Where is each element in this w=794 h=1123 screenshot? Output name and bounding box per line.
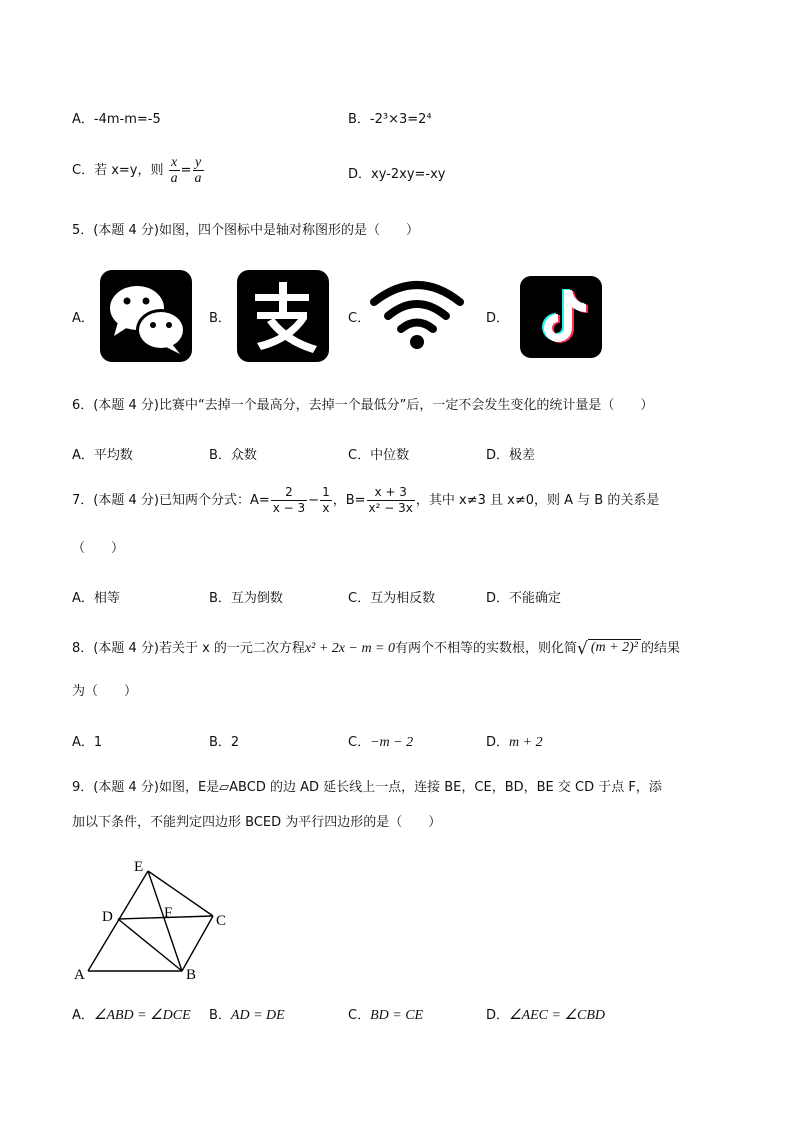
q7-option-d: D．不能确定 [486, 591, 562, 606]
q8-option-d: D．m + 2 [486, 735, 543, 750]
wifi-icon [368, 278, 466, 352]
label-e: E [134, 859, 144, 875]
q4-option-b [348, 108, 432, 127]
q4-option-d [348, 163, 446, 182]
segment-eb [148, 871, 182, 971]
fraction-1-over-x: $\frac{1}{x}$ [322, 485, 330, 515]
q4-option-a [72, 108, 161, 127]
option-text: -2³×3=2⁴ [369, 112, 432, 127]
q5-option-d-label: D． [486, 311, 510, 326]
parallelogram-figure [70, 855, 240, 985]
q7-stem: 7．(本题 4 分)已知两个分式：A= $\frac{2}{x - 3}$ − $\frac{1}{x}$ ，B= $\frac{x + 3}{\text{x² − 3x}}$ ，其中 x≠3 且 x≠0，则 A 与 B 的关系是 [72, 485, 660, 515]
tiktok-logo-icon [520, 276, 602, 358]
q7-option-b: B．互为倒数 [209, 591, 283, 606]
segment-db [118, 919, 182, 971]
wechat-logo-icon [100, 270, 192, 362]
q5-option-c-label: C． [348, 311, 371, 326]
segment-bc [182, 916, 213, 971]
label-c: C [216, 913, 227, 929]
q6-option-a: A．平均数 [72, 448, 133, 463]
q6-option-b: B．众数 [209, 448, 257, 463]
q7-option-c: C．互为相反数 [348, 591, 436, 606]
option-text: xy-2xy=-xy [371, 167, 446, 182]
q8-line2: 为（ ） [72, 684, 138, 699]
fraction-x-plus-3-over-x2-minus-3x: $\frac{x + 3}{\text{x² − 3x}}$ [368, 485, 413, 515]
q9-option-b: B．AD = DE [209, 1008, 285, 1023]
label-b: B [186, 967, 197, 983]
q8-equation: x² + 2x − m = 0 [304, 641, 395, 656]
q6-option-d: D．极差 [486, 448, 536, 463]
option-text: 若 x=y，则 [94, 163, 164, 178]
label-d: D [102, 909, 113, 925]
q8-stem: 8．(本题 4 分)若关于 x 的一元二次方程x² + 2x − m = 0有两个不相等的实数根，则化简 √ (m + 2)² 的结果 [72, 638, 680, 659]
segment-ec [148, 871, 213, 916]
fraction-x-over-a: $\frac{x}{a}$ [170, 155, 178, 186]
alipay-logo-icon [237, 270, 329, 362]
label-f: F [164, 905, 173, 921]
label-a: A [74, 967, 85, 983]
q8-option-b: B．2 [209, 735, 240, 750]
option-label: B． [348, 112, 370, 127]
q7-answer-paren: （ ） [72, 541, 125, 556]
q9-option-a: A．∠ABD = ∠DCE [72, 1008, 191, 1023]
option-label: C． [72, 163, 95, 178]
q5-option-a-label: A． [72, 311, 94, 326]
option-label: D． [348, 167, 372, 182]
q9-stem-line1: 9．(本题 4 分)如图，E是▱ABCD 的边 AD 延长线上一点，连接 BE，CE，BD，BE 交 CD 于点 F，添 [72, 780, 662, 795]
option-label: A． [72, 112, 94, 127]
q8-option-a: A．1 [72, 735, 103, 750]
q5-stem: 5．(本题 4 分)如图，四个图标中是轴对称图形的是（ ） [72, 223, 419, 238]
q5-option-b-label: B． [209, 311, 231, 326]
q4-option-c [72, 155, 205, 186]
q9-stem-line2: 加以下条件，不能判定四边形 BCED 为平行四边形的是（ ） [72, 815, 442, 830]
q7-option-a: A．相等 [72, 591, 120, 606]
sqrt-expression: √ (m + 2)² [577, 639, 641, 659]
option-text: -4m-m=-5 [93, 112, 161, 127]
fraction-2-over-x-minus-3: $\frac{2}{x - 3}$ [272, 485, 306, 515]
fraction-y-over-a: $\frac{y}{a}$ [194, 155, 202, 186]
q8-option-c: C．−m − 2 [348, 735, 414, 750]
q9-option-c: C．BD = CE [348, 1008, 424, 1023]
equals-sign: = [180, 163, 192, 178]
q6-stem: 6．(本题 4 分)比赛中“去掉一个最高分，去掉一个最低分”后，一定不会发生变化的统计量是（ ） [72, 398, 654, 413]
q6-option-c: C．中位数 [348, 448, 410, 463]
segment-ae [88, 871, 148, 971]
q9-option-d: D．∠AEC = ∠CBD [486, 1008, 606, 1023]
